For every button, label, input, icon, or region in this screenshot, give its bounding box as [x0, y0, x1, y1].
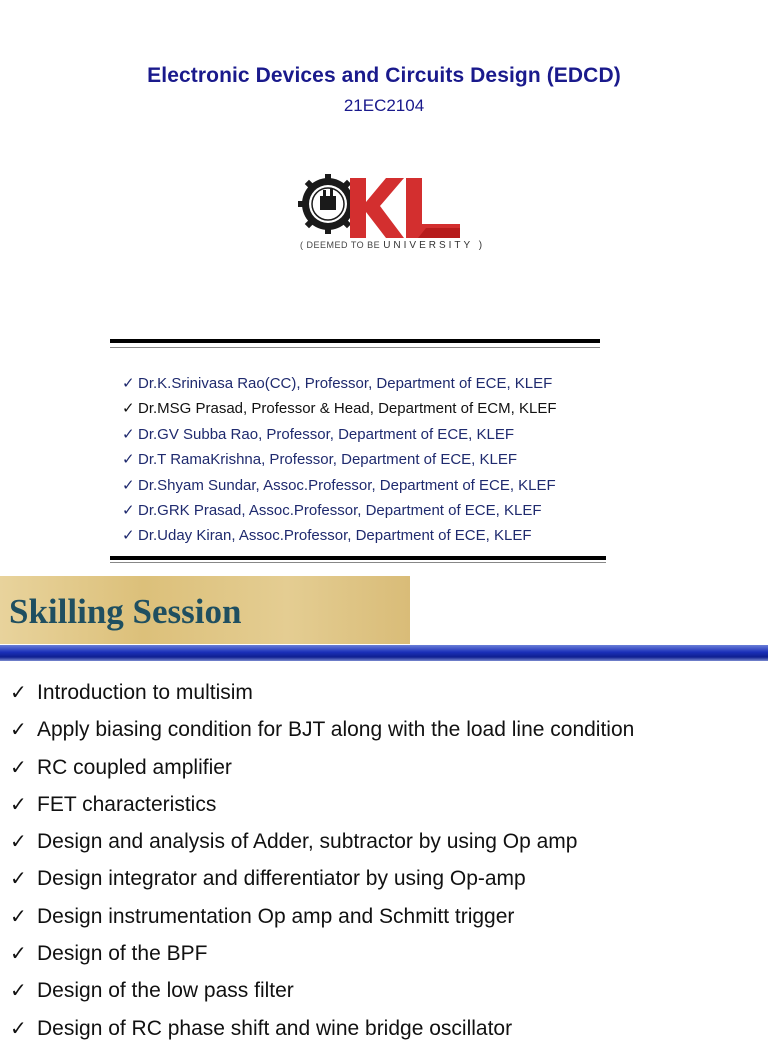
topic-text: Design of the low pass filter	[37, 979, 294, 1003]
section-title: Skilling Session	[9, 592, 242, 631]
bottom-divider	[110, 556, 606, 560]
section-divider-bar	[0, 645, 768, 661]
check-icon: ✓	[10, 905, 27, 928]
check-icon: ✓	[10, 980, 27, 1003]
check-icon: ✓	[122, 501, 135, 519]
check-icon: ✓	[122, 375, 135, 392]
course-code: 21EC2104	[343, 96, 425, 115]
topic-text: Design and analysis of Adder, subtractor by using Op amp	[37, 830, 578, 854]
topic-text: Apply biasing condition for BJT along with the load line condition	[37, 718, 635, 742]
topic-item	[10, 751, 634, 788]
gear-emblem-icon	[298, 174, 358, 234]
faculty-text: Dr.Shyam Sundar, Assoc.Professor, Department of ECE, KLEF	[138, 476, 556, 494]
faculty-text: Dr.MSG Prasad, Professor & Head, Department of ECM, KLEF	[138, 400, 557, 418]
faculty-item	[122, 500, 556, 525]
topic-item	[10, 862, 634, 899]
topic-item	[10, 788, 634, 825]
topic-text: Design of the BPF	[37, 942, 208, 966]
check-icon: ✓	[122, 400, 135, 418]
top-divider-thin	[110, 347, 600, 348]
faculty-text: Dr.GV Subba Rao, Professor, Department of ECE, KLEF	[138, 425, 515, 443]
topic-item	[10, 974, 634, 1011]
faculty-item	[122, 373, 556, 398]
kl-letters-icon	[350, 178, 460, 238]
faculty-text: Dr.GRK Prasad, Assoc.Professor, Department of ECE, KLEF	[138, 501, 542, 519]
topic-text: Design of RC phase shift and wine bridge oscillator	[37, 1016, 513, 1040]
check-icon: ✓	[10, 868, 27, 891]
faculty-item	[122, 424, 556, 449]
bottom-divider-thin	[110, 562, 606, 563]
logo-caption-big: UNIVERSITY )	[383, 240, 486, 251]
faculty-item	[122, 525, 556, 550]
topic-text: Design integrator and differentiator by using Op-amp	[37, 867, 526, 891]
faculty-item	[122, 398, 556, 423]
check-icon: ✓	[10, 756, 27, 779]
faculty-item	[122, 475, 556, 500]
check-icon: ✓	[10, 719, 27, 742]
topic-item	[10, 937, 634, 974]
check-icon: ✓	[10, 1017, 27, 1040]
topic-item	[10, 713, 634, 750]
topic-item	[10, 676, 634, 713]
topic-item	[10, 1012, 634, 1049]
topic-item	[10, 825, 634, 862]
faculty-text: Dr.Uday Kiran, Assoc.Professor, Department of ECE, KLEF	[138, 527, 532, 545]
check-icon: ✓	[122, 425, 135, 443]
faculty-item	[122, 449, 556, 474]
faculty-list	[122, 373, 556, 551]
topic-item	[10, 900, 634, 937]
logo-caption	[300, 240, 486, 251]
topic-text: Introduction to multisim	[37, 681, 253, 704]
faculty-text: Dr.K.Srinivasa Rao(CC), Professor, Department of ECE, KLEF	[138, 375, 553, 392]
topic-text: Design instrumentation Op amp and Schmitt trigger	[37, 904, 515, 928]
logo-caption-small: ( DEEMED TO BE	[300, 240, 381, 250]
top-divider	[110, 339, 600, 343]
check-icon: ✓	[122, 451, 135, 469]
topic-text: FET characteristics	[37, 792, 217, 816]
check-icon: ✓	[10, 793, 27, 816]
check-icon: ✓	[10, 831, 27, 854]
check-icon: ✓	[10, 943, 27, 966]
topic-text: RC coupled amplifier	[37, 755, 232, 779]
topic-list	[10, 676, 634, 1049]
check-icon: ✓	[122, 527, 135, 545]
document-title: Electronic Devices and Circuits Design (EDCD)	[147, 64, 621, 87]
check-icon: ✓	[10, 682, 27, 704]
faculty-text: Dr.T RamaKrishna, Professor, Department of ECE, KLEF	[138, 451, 518, 469]
check-icon: ✓	[122, 476, 135, 494]
